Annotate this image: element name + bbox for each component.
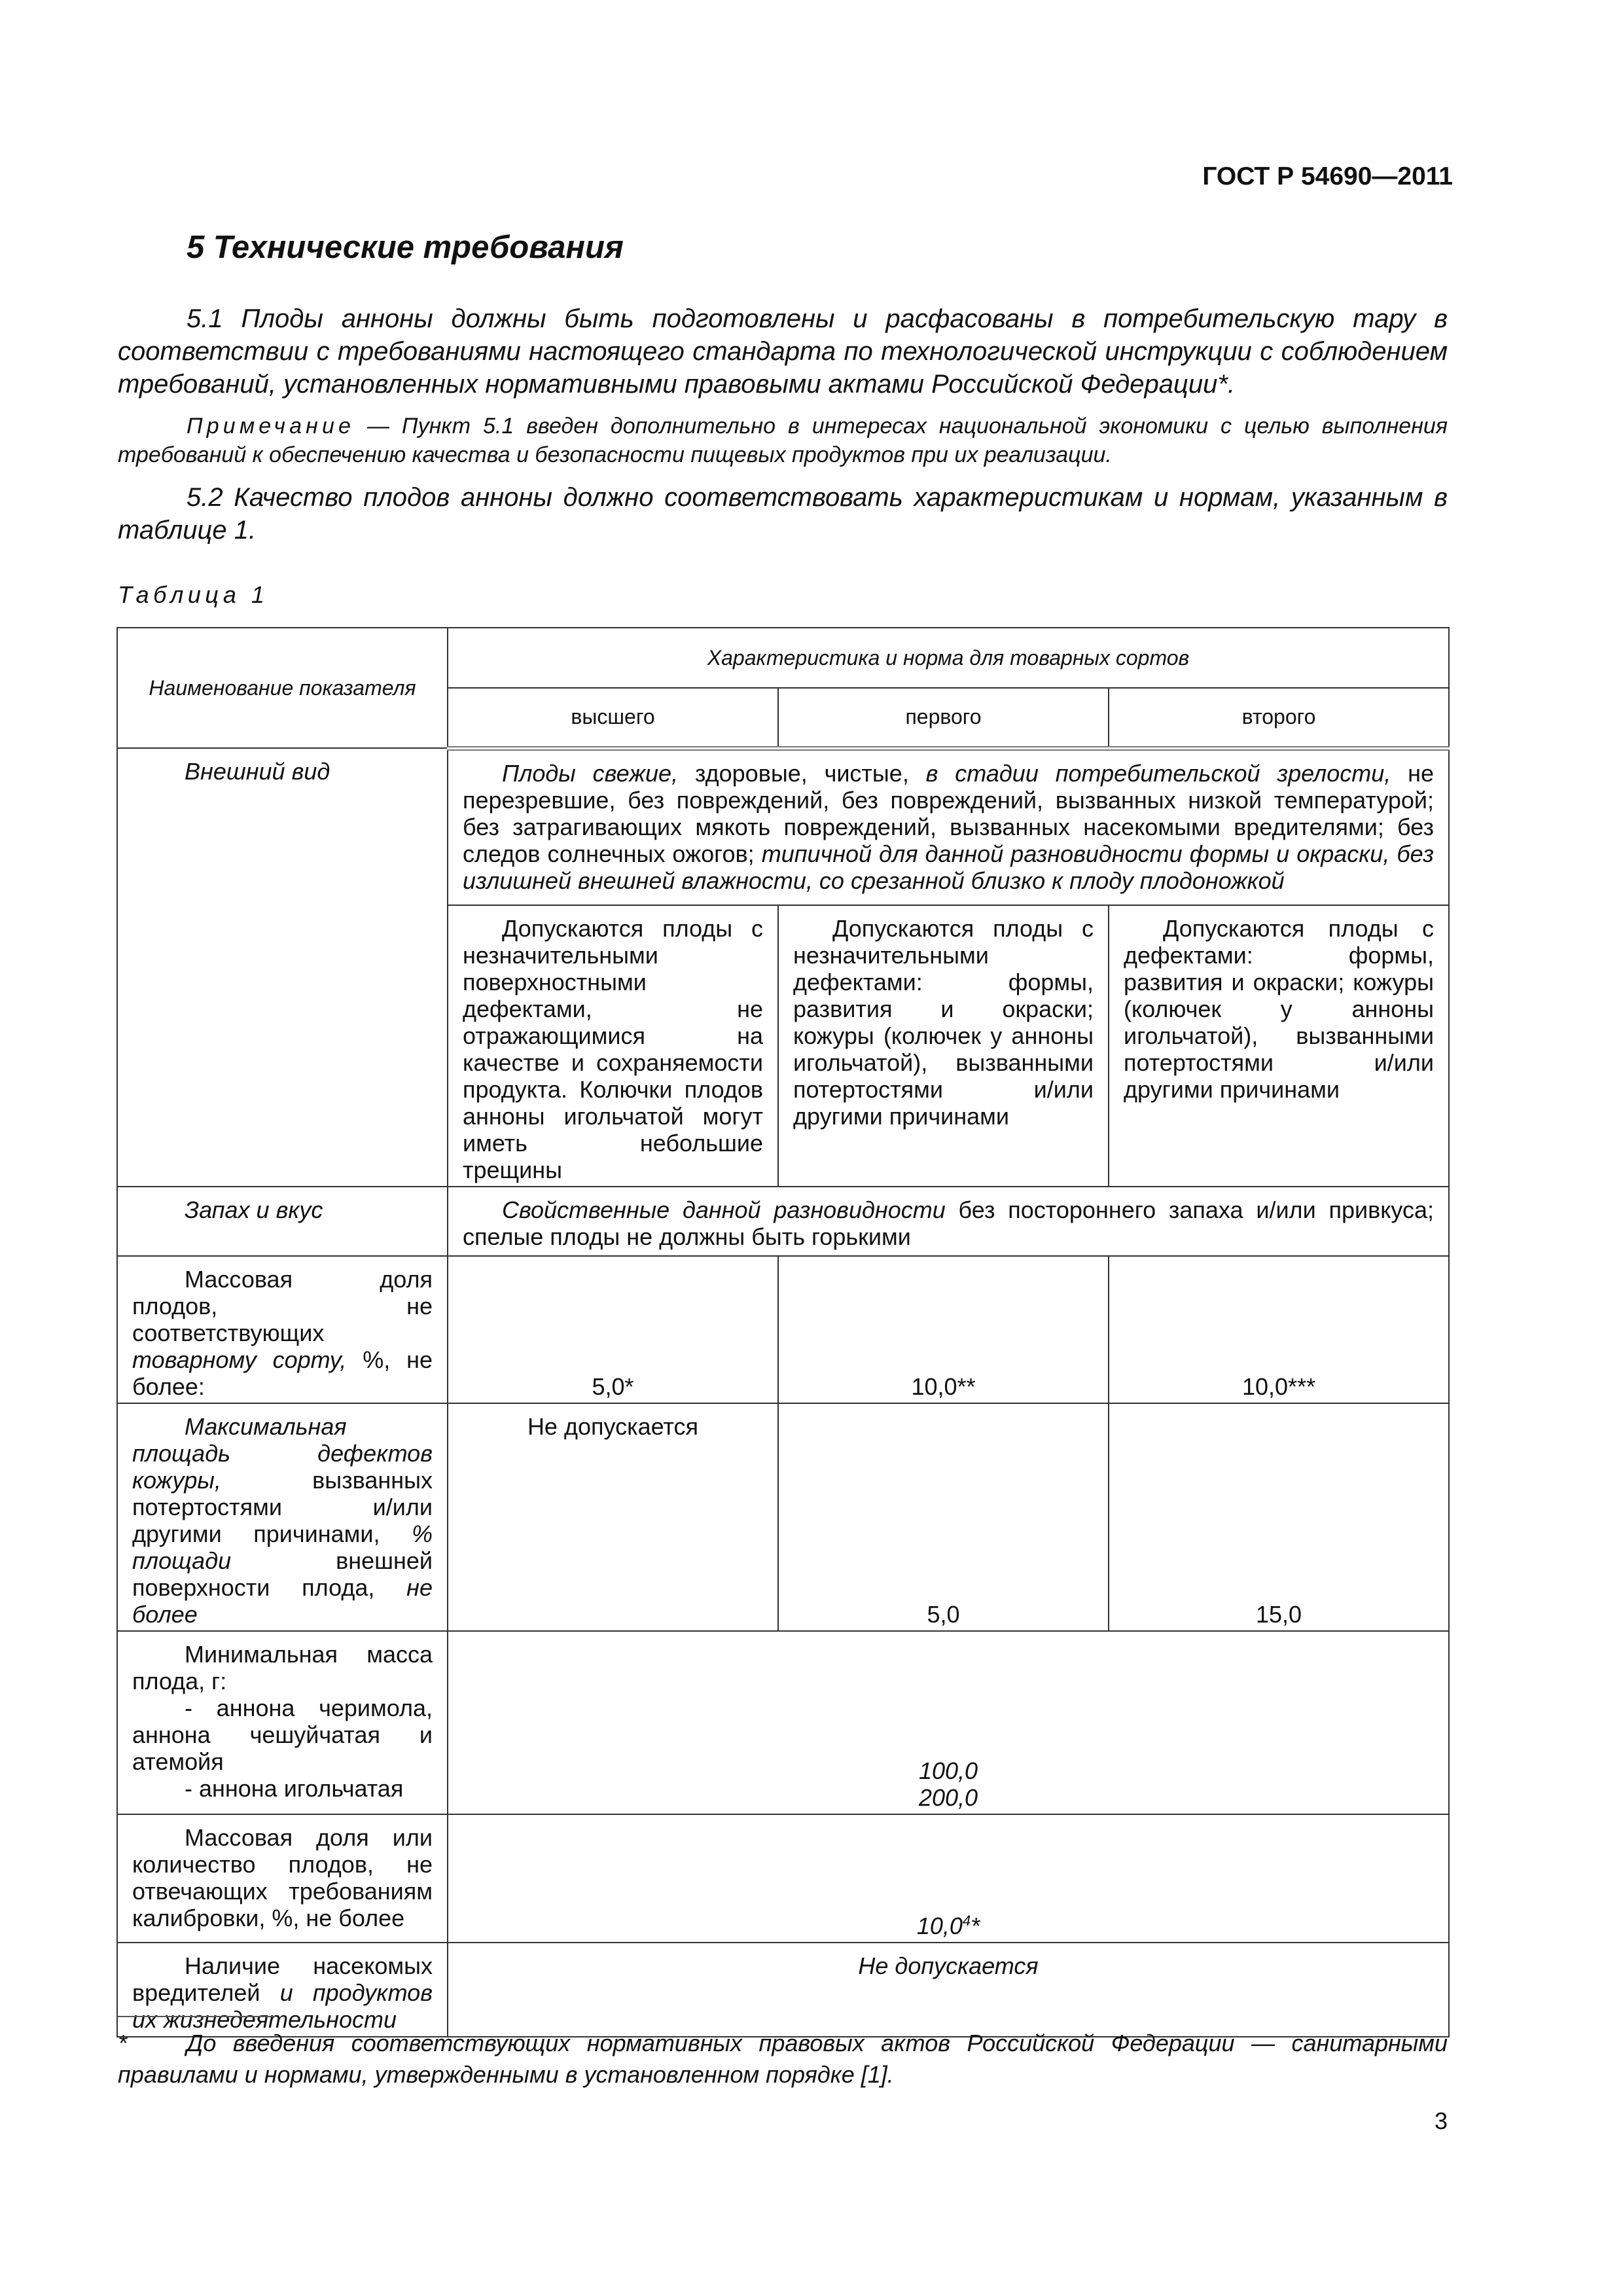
smell-value: Свойственные данной разновидности без постороннего запаха и/или привкуса; спелые плоды не должны быть горькими [448, 1187, 1449, 1256]
max-area-highest: Не допускается [448, 1403, 778, 1631]
document-code: ГОСТ Р 54690—2011 [1202, 162, 1453, 190]
note [118, 412, 1448, 469]
appearance-grade-first: Допускаются плоды с незначительными дефектами: формы, развития и окраски; кожуры (колючек у анноны игольчатой), вызванными потертостями и/или другими причинами [778, 905, 1109, 1187]
section-heading: 5 Технические требования [187, 230, 624, 265]
appearance-grade-second: Допускаются плоды с дефектами: формы, развития и окраски; кожуры (колючек у анноны игольчатой), вызванными потертостями и/или другими причинами [1109, 905, 1449, 1187]
note-text: — Пункт 5.1 введен дополнительно в интересах национальной экономики с целью выполнения требований к обеспечению качества и безопасности пищевых продуктов при их реализации. [118, 414, 1448, 467]
paragraph-5-2-text: 5.2 Качество плодов анноны должно соответствовать характеристикам и нормам, указанным в таблице 1. [118, 483, 1448, 545]
paragraph-5-1 [118, 302, 1448, 401]
mass-fraction-highest: 5,0* [448, 1256, 778, 1403]
column-header-indicator: Наименование показателя [117, 628, 448, 748]
table-row [117, 1943, 1449, 2037]
table-row [117, 1631, 1449, 1814]
row-label-pests: Наличие насекомых вредителей и продуктов их жизнедеятельности [117, 1943, 448, 2037]
calibration-value: 10,0$^4$* [448, 1814, 1449, 1943]
min-mass-value-1: 100,0 [918, 1757, 978, 1784]
grade-header-first: первого [778, 688, 1109, 748]
row-label-min-mass: Минимальная масса плода, г: - аннона черимола, аннона чешуйчатая и атемойя - аннона игольчатая [117, 1631, 448, 1814]
row-label-max-area: Максимальная площадь дефектов кожуры, вызванных потертостями и/или другими причинами, % площади внешней поверхности плода, не более [117, 1403, 448, 1631]
row-label-calibration: Массовая доля или количество плодов, не отвечающих требованиям калибровки, %, не более [117, 1814, 448, 1943]
table-row [117, 1814, 1449, 1943]
grade-header-highest: высшего [448, 688, 778, 748]
column-header-group: Характеристика и норма для товарных сортов [448, 628, 1449, 688]
appearance-grade-highest: Допускаются плоды с незначительными поверхностными дефектами, не отражающимися на качестве и сохраняемости продукта. Колючки плодов анноны игольчатой могут иметь небольшие трещины [448, 905, 778, 1187]
footnote-mark: * [118, 2030, 128, 2056]
grade-header-second: второго [1109, 688, 1449, 748]
max-area-first: 5,0 [778, 1403, 1109, 1631]
quality-table [116, 627, 1450, 2037]
table-caption: Таблица 1 [118, 581, 269, 608]
table-row [117, 1403, 1449, 1631]
paragraph-5-1-text: 5.1 Плоды анноны должны быть подготовлены и расфасованы в потребительскую тару в соответствии с требованиями настоящего стандарта по технологической инструкции с соблюдением требований, установленных нормативными правовыми актами Российской Федерации*. [118, 304, 1448, 399]
max-area-second: 15,0 [1109, 1403, 1449, 1631]
footnote-divider [118, 2016, 275, 2017]
table-row [117, 748, 1449, 905]
min-mass-value-2: 200,0 [918, 1784, 978, 1811]
row-label-appearance: Внешний вид [117, 748, 448, 1187]
mass-fraction-first: 10,0** [778, 1256, 1109, 1403]
pests-value: Не допускается [448, 1943, 1449, 2037]
table-row [117, 1187, 1449, 1256]
footnote [118, 2028, 1448, 2090]
page-number: 3 [1434, 2108, 1448, 2134]
min-mass-values [448, 1631, 1449, 1814]
row-label-smell: Запах и вкус [117, 1187, 448, 1256]
mass-fraction-second: 10,0*** [1109, 1256, 1449, 1403]
appearance-common: Плоды свежие, здоровые, чистые, в стадии потребительской зрелости, не перезревшие, без повреждений, без повреждений, вызванных низкой температурой; без затрагивающих мякоть повреждений, вызванных насекомыми вредителями; без следов солнечных ожогов; типичной для данной разновидности формы и окраски, без излишней внешней влажности, со срезанной близко к плоду плодоножкой [448, 748, 1449, 905]
table-row [117, 1256, 1449, 1403]
paragraph-5-2 [118, 481, 1448, 547]
note-label: Примечание [187, 414, 355, 439]
row-label-mass-fraction: Массовая доля плодов, не соответствующих товарному сорту, %, не более: [117, 1256, 448, 1403]
footnote-text: До введения соответствующих нормативных правовых актов Российской Федерации — санитарными правилами и нормами, утвержденными в установленном порядке [1]. [118, 2030, 1448, 2088]
